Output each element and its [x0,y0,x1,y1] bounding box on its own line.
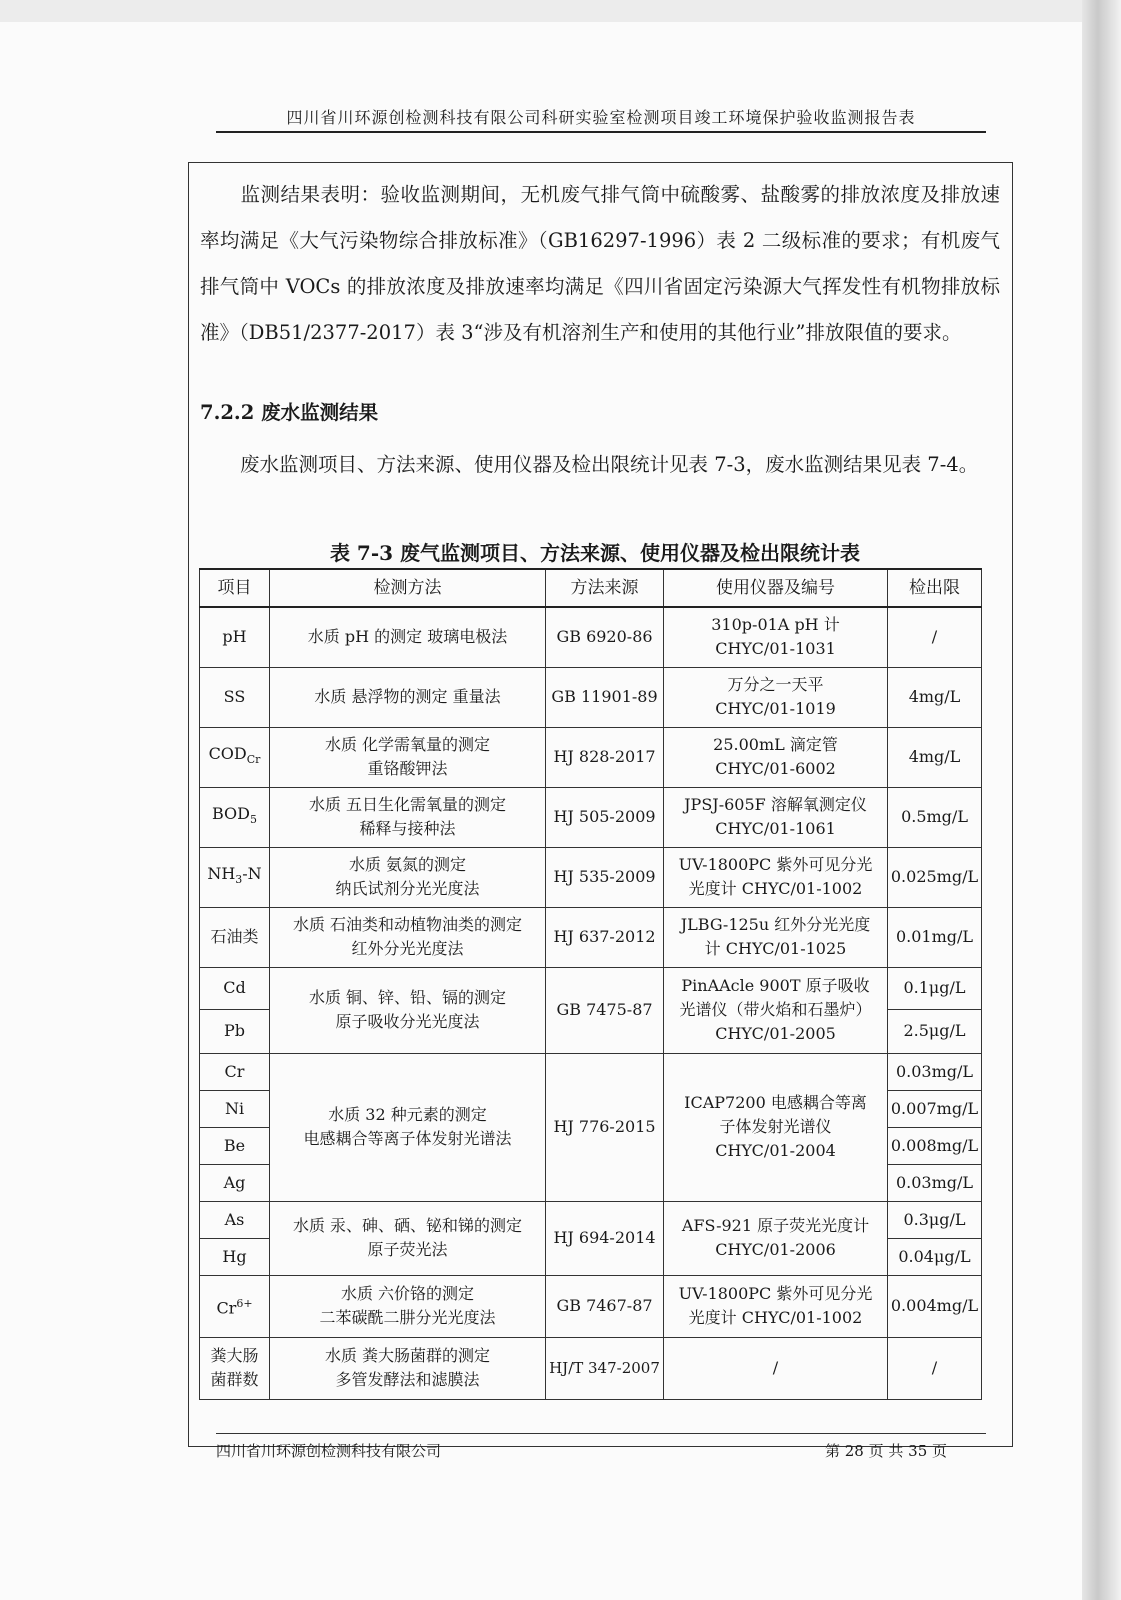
instrument-line: UV-1800PC 紫外可见分光 [678,855,873,874]
item-cell [200,1275,270,1337]
instrument-line: ICAP7200 电感耦合等离 [684,1093,867,1112]
item-line: 菌群数 [210,1370,259,1389]
item-text: BOD [212,803,250,823]
instrument-cell [664,787,888,847]
instrument-cell [664,1201,888,1275]
instrument-line: CHYC/01-2005 [715,1024,836,1043]
instrument-line: AFS-921 原子荧光光度计 [681,1216,870,1235]
instrument-line: UV-1800PC 紫外可见分光 [678,1284,873,1303]
item-cell: Cr [200,1053,270,1090]
item-line: 粪大肠 [210,1346,259,1365]
table-row [200,1275,982,1337]
source-cell: HJ 637-2012 [546,907,664,967]
instrument-cell [664,967,888,1053]
item-cell: SS [200,667,270,727]
source-cell: HJ 505-2009 [546,787,664,847]
method-line: 电感耦合等离子体发射光谱法 [303,1129,512,1148]
item-subscript: 5 [250,813,257,827]
method-cell [270,787,546,847]
item-cell: 石油类 [200,907,270,967]
method-cell: 水质 pH 的测定 玻璃电极法 [270,607,546,667]
instrument-cell [664,667,888,727]
header-item: 项目 [200,569,270,607]
limit-cell: 4mg/L [888,667,982,727]
instrument-line: JPSJ-605F 溶解氧测定仪 [684,795,867,814]
monitoring-conclusion-paragraph [200,172,1000,356]
instrument-line: PinAAcle 900T 原子吸收 [681,976,870,995]
method-cell: 水质 悬浮物的测定 重量法 [270,667,546,727]
method-line: 水质 五日生化需氧量的测定 [308,795,507,814]
method-line: 水质 氨氮的测定 [348,855,467,874]
source-cell: GB 7467-87 [546,1275,664,1337]
table-row [200,1337,982,1399]
table-row [200,847,982,907]
item-cell [200,1337,270,1399]
instrument-line: CHYC/01-1061 [715,819,836,838]
limit-cell: 0.04μg/L [888,1238,982,1275]
instrument-cell: / [664,1337,888,1399]
limit-cell: 0.03mg/L [888,1053,982,1090]
item-subscript: 3 [235,873,243,887]
item-cell: Hg [200,1238,270,1275]
method-line: 水质 化学需氧量的测定 [324,735,491,754]
method-line: 水质 汞、砷、硒、铋和锑的测定 [292,1216,523,1235]
instrument-line: 310p-01A pH 计 [711,615,840,635]
instrument-line: 25.00mL 滴定管 [713,735,838,754]
item-cell: Be [200,1127,270,1164]
limit-cell: 0.3μg/L [888,1201,982,1238]
method-line: 原子吸收分光光度法 [335,1012,480,1031]
instrument-line: CHYC/01-1031 [715,639,836,659]
method-line: 多管发酵法和滤膜法 [335,1370,480,1389]
method-line: 水质 32 种元素的测定 [328,1105,487,1124]
limit-cell: 0.01mg/L [888,907,982,967]
limit-cell: / [888,1337,982,1399]
limit-cell: 0.5mg/L [888,787,982,847]
method-line: 稀释与接种法 [359,819,456,838]
method-cell [270,1337,546,1399]
scan-top-band [0,0,1121,22]
table-row [200,727,982,787]
report-header-title: 四川省川环源创检测科技有限公司科研实验室检测项目竣工环境保护验收监测报告表 [286,108,916,127]
method-line: 二苯碳酰二肼分光光度法 [319,1308,496,1327]
footer-company: 四川省川环源创检测科技有限公司 [216,1442,442,1460]
instrument-cell [664,727,888,787]
monitoring-methods-table [199,568,982,1400]
paragraph2-text: 废水监测项目、方法来源、使用仪器及检出限统计见表 7-3，废水监测结果见表 7-4。 [240,453,979,476]
paragraph1-text: 监测结果表明：验收监测期间，无机废气排气筒中硫酸雾、盐酸雾的排放浓度及排放速率均满足《大气污染物综合排放标准》（GB16297-1996）表 2 二级标准的要求；有机废气排气筒中 VOCs 的排放浓度及排放速率均满足《四川省固定污染源大气挥发性有机物排放标准》（DB51/2377-2017）表 3“涉及有机溶剂生产和使用的其他行业”排放限值的要求。 [200,183,1000,344]
source-cell: GB 6920-86 [546,607,664,667]
section-heading: 7.2.2 废水监测结果 [200,401,379,424]
footer-rule [216,1433,986,1434]
instrument-line: JLBG-125u 红外分光光度 [680,915,871,934]
footer-page-number: 第 28 页 共 35 页 [825,1442,948,1460]
source-cell: HJ 535-2009 [546,847,664,907]
method-line: 水质 铜、锌、铅、镉的测定 [308,988,507,1007]
instrument-line: 光度计 CHYC/01-1002 [688,1308,863,1327]
table-row [200,667,982,727]
instrument-cell [664,1053,888,1201]
table-row [200,907,982,967]
table-row [200,607,982,667]
scan-edge-shadow [1082,0,1121,1600]
limit-cell: 0.025mg/L [888,847,982,907]
method-line: 原子荧光法 [367,1240,448,1259]
method-line: 水质 粪大肠菌群的测定 [324,1346,491,1365]
limit-cell: 0.008mg/L [888,1127,982,1164]
method-cell [270,1201,546,1275]
header-instrument: 使用仪器及编号 [664,569,888,607]
item-cell: As [200,1201,270,1238]
instrument-line: 光谱仪（带火焰和石墨炉） [679,1000,872,1019]
limit-cell: 0.1μg/L [888,967,982,1009]
source-cell: GB 7475-87 [546,967,664,1053]
item-superscript: 6+ [236,1296,253,1310]
item-text-tail: -N [242,863,262,883]
method-cell [270,967,546,1053]
header-method: 检测方法 [270,569,546,607]
method-cell [270,727,546,787]
source-cell: HJ 694-2014 [546,1201,664,1275]
source-cell: HJ/T 347-2007 [546,1337,664,1399]
item-cell: Pb [200,1009,270,1053]
instrument-line: CHYC/01-1019 [715,699,836,718]
limit-cell: 0.007mg/L [888,1090,982,1127]
item-cell [200,787,270,847]
item-cell: Ni [200,1090,270,1127]
item-cell [200,727,270,787]
method-line: 水质 六价铬的测定 [340,1284,475,1303]
item-subscript: Cr [246,753,261,767]
item-cell: pH [200,607,270,667]
limit-cell: 2.5μg/L [888,1009,982,1053]
method-cell [270,847,546,907]
source-cell: GB 11901-89 [546,667,664,727]
item-text: NH [207,863,236,883]
limit-cell: 4mg/L [888,727,982,787]
table-header-row [200,569,982,607]
instrument-line: 万分之一天平 [727,675,824,694]
table-row [200,1201,982,1238]
table-row [200,787,982,847]
item-cell: Cd [200,967,270,1009]
table-caption: 表 7-3 废气监测项目、方法来源、使用仪器及检出限统计表 [329,541,861,565]
method-cell [270,1053,546,1201]
instrument-line: CHYC/01-2004 [715,1141,836,1160]
method-line: 重铬酸钾法 [367,759,448,778]
source-cell: HJ 776-2015 [546,1053,664,1201]
instrument-cell [664,847,888,907]
instrument-line: CHYC/01-2006 [715,1240,836,1259]
method-cell [270,1275,546,1337]
item-cell: Ag [200,1164,270,1201]
item-cell [200,847,270,907]
instrument-line: 光度计 CHYC/01-1002 [688,879,863,898]
instrument-cell [664,1275,888,1337]
limit-cell: 0.004mg/L [888,1275,982,1337]
item-text: Cr [216,1298,237,1318]
limit-cell: / [888,607,982,667]
instrument-line: CHYC/01-6002 [715,759,836,778]
method-line: 水质 石油类和动植物油类的测定 [292,915,523,934]
method-cell [270,907,546,967]
header-detection-limit: 检出限 [888,569,982,607]
header-source: 方法来源 [546,569,664,607]
method-line: 红外分光光度法 [351,939,464,958]
instrument-line: 计 CHYC/01-1025 [704,939,847,958]
instrument-cell [664,607,888,667]
table-row [200,967,982,1009]
instrument-line: 子体发射光谱仪 [719,1117,832,1136]
instrument-cell [664,907,888,967]
wastewater-intro-paragraph [200,442,1000,488]
table-row [200,1053,982,1090]
method-line: 纳氏试剂分光光度法 [335,879,480,898]
item-text: COD [208,743,247,763]
header-rule [216,131,986,133]
limit-cell: 0.03mg/L [888,1164,982,1201]
source-cell: HJ 828-2017 [546,727,664,787]
